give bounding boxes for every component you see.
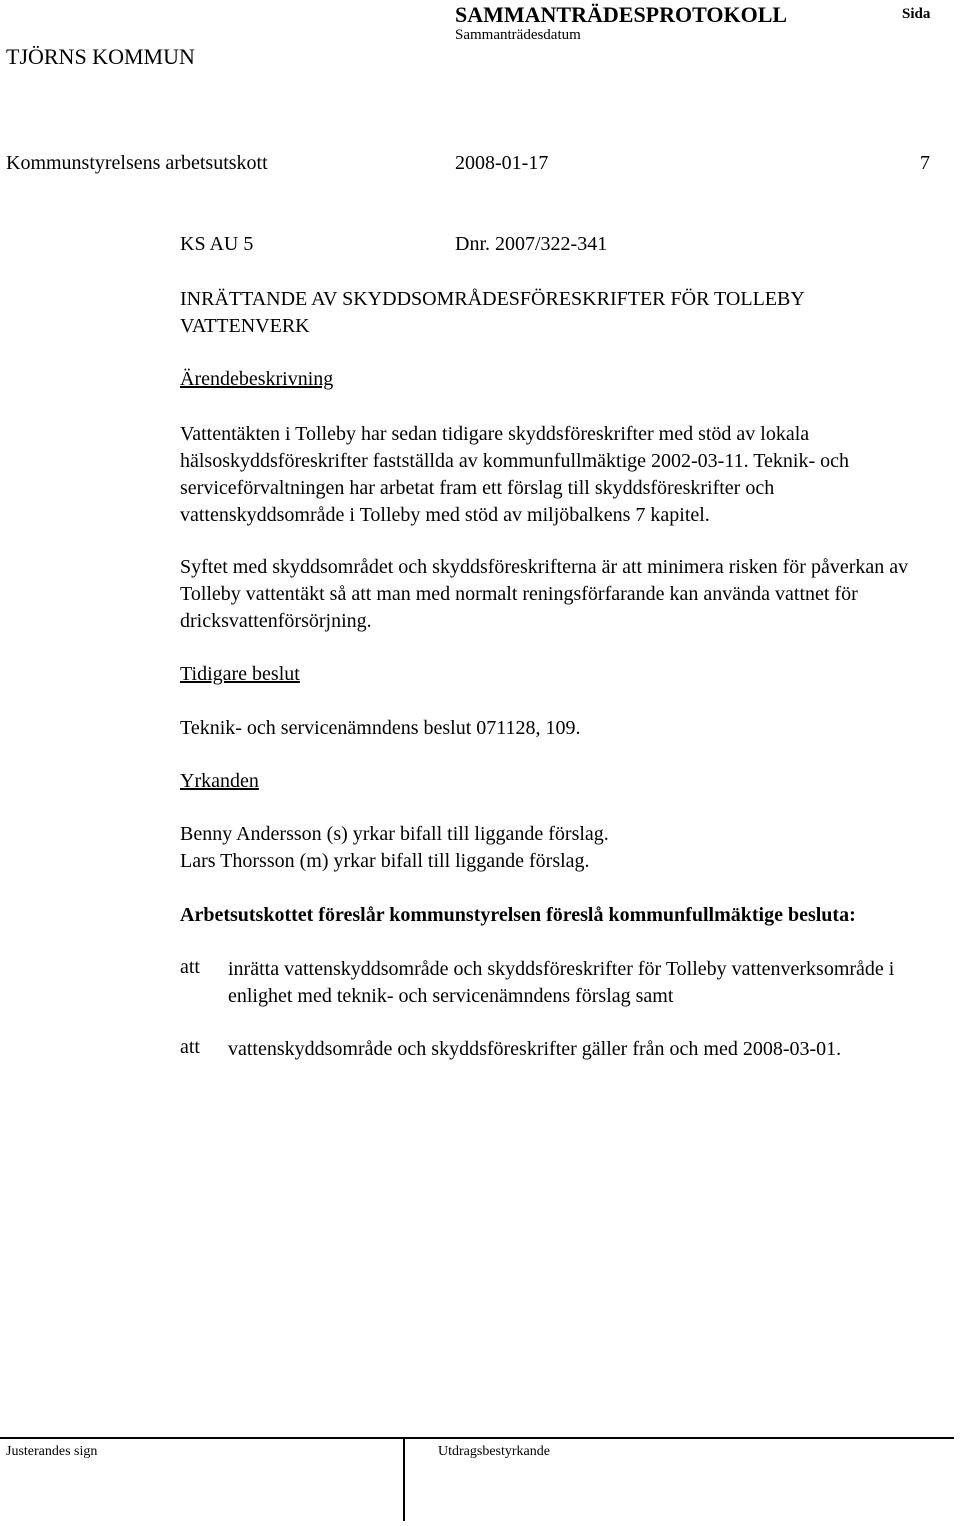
footer-rule-right [404, 1437, 954, 1439]
justerandes-sign-label: Justerandes sign [6, 1444, 98, 1459]
previous-decision-text: Teknik- och servicenämndens beslut 071128, 109. [180, 717, 581, 739]
case-title [180, 286, 940, 340]
protocol-title: SAMMANTRÄDESPROTOKOLL [455, 2, 788, 27]
meeting-date: 2008-01-17 [455, 152, 549, 174]
proposal-item-1-text: inrätta vattenskyddsområde och skyddsföreskrifter för Tolleby vattenverksområde i enlighet med teknik- och servicenämndens förslag samt [228, 958, 895, 1007]
description-paragraph-1: Vattentäkten i Tolleby har sedan tidigare skyddsföreskrifter med stöd av lokala hälsoskyddsföreskrifter fastställda av kommunfullmäktige 2002-03-11. Teknik- och serviceförvaltningen har arbetat fram ett förslag till skyddsföreskrifter och vattenskyddsområde i Tolleby med stöd av miljöbalkens 7 kapitel. [180, 423, 850, 526]
description-paragraph-2: Syftet med skyddsområdet och skyddsföreskrifterna är att minimera risken för påverkan av Tolleby vattentäkt så att man med normalt reningsförfarande kan använda vattnet för dricksvattenförsörjning. [180, 556, 909, 632]
case-title-line2: VATTENVERK [180, 315, 310, 337]
utdragsbestyrkande-label: Utdragsbestyrkande [438, 1444, 550, 1459]
proposal-heading: Arbetsutskottet föreslår kommunstyrelsen föreslå kommunfullmäktige besluta: [180, 904, 856, 926]
motion-line-2: Lars Thorsson (m) yrkar bifall till liggande förslag. [180, 850, 590, 872]
case-title-line1: INRÄTTANDE AV SKYDDSOMRÅDESFÖRESKRIFTER FÖR TOLLEBY [180, 288, 805, 310]
paragraph-ref: KS AU 5 [180, 233, 254, 255]
proposal-item-2-marker: att [180, 1036, 200, 1058]
meeting-date-label: Sammanträdesdatum [455, 27, 581, 43]
description-heading: Ärendebeskrivning [180, 368, 334, 390]
previous-decision-heading: Tidigare beslut [180, 663, 300, 685]
footer-divider [403, 1437, 405, 1521]
proposal-item-1-marker: att [180, 956, 200, 978]
organization-name: TJÖRNS KOMMUN [6, 44, 195, 69]
diary-number: Dnr. 2007/322-341 [455, 233, 608, 255]
page-number: 7 [920, 152, 930, 174]
page-label: Sida [902, 6, 931, 22]
motions-heading: Yrkanden [180, 770, 259, 792]
footer-rule-left [0, 1437, 404, 1439]
committee-name: Kommunstyrelsens arbetsutskott [6, 152, 268, 174]
proposal-item-2-text: vattenskyddsområde och skyddsföreskrifter gäller från och med 2008-03-01. [228, 1038, 842, 1060]
motion-line-1: Benny Andersson (s) yrkar bifall till liggande förslag. [180, 823, 609, 845]
